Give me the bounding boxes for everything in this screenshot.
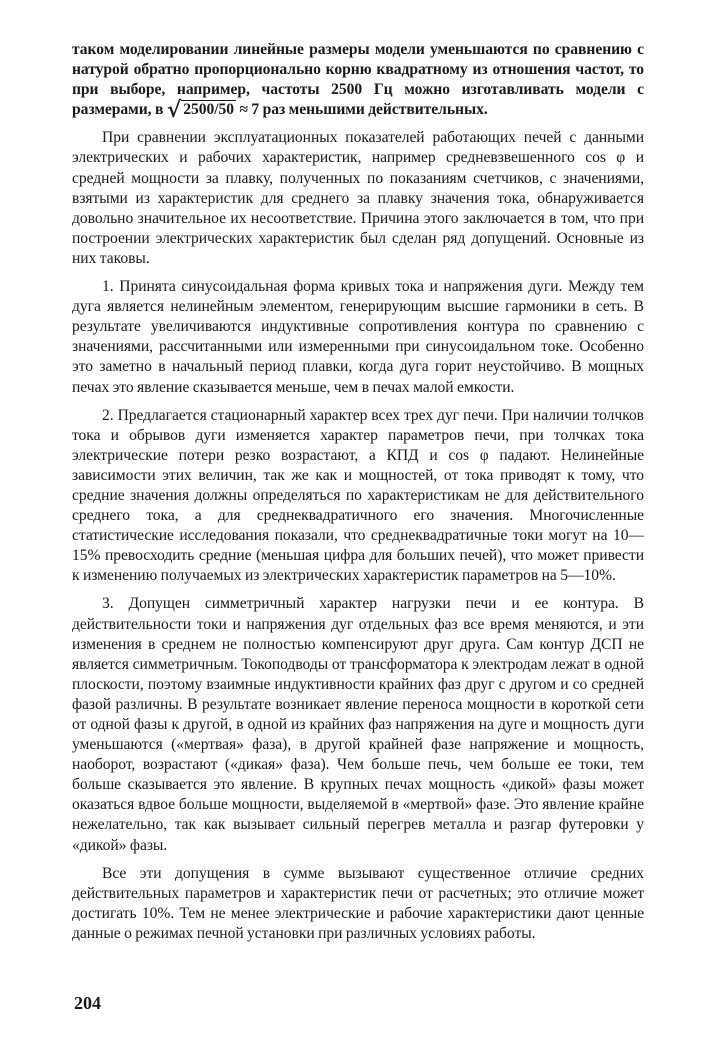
paragraph-continued-text-a: таком моделировании линейные размеры модели уменьшаются по сравнению с натурой обратно пропорционально корню квадратному из отношения частот, то при выборе, например, частоты 2500 Гц можно изготавливать модели с размерами, в [72,41,644,119]
paragraph-continued [72,40,644,124]
paragraph-assumption-2: 2. Предлагается стационарный характер всех трех дуг печи. При наличии толчков тока и обрывов дуги изменяется характер параметров печи, при толчках тока электрические потери резко возрастают, а КПД и cos φ падают. Нелинейные зависимости этих величин, так же как и мощностей, от тока приводят к тому, что средние значения должны определяться по характеристикам не для действительного среднего тока, а для среднеквадратичного его значения. Многочисленные статистические исследования показали, что среднеквадратичные токи могут на 10—15% превосходить средние (меньшая цифра для больших печей), что может привести к изменению получаемых из электрических характеристик параметров на 5—10%. [72,406,644,585]
page-number: 204 [74,993,101,1013]
text-column [72,40,644,952]
paragraph-continued-text-b: ≈ 7 раз меньшими действительных. [236,101,488,119]
paragraph-assumption-3: 3. Допущен симметричный характер нагрузки печи и ее контура. В действительности токи и напряжения дуг отдельных фаз все время меняются, и эти изменения в среднем не полностью компенсируют друг друга. Сам контур ДСП не является симметричным. Токоподводы от трансформатора к электродам лежат в одной плоскости, поэтому взаимные индуктивности крайних фаз друг с другом и со средней фазой различны. В результате возникает явление переноса мощности в короткой сети от одной фазы к другой, в одной из крайних фаз напряжения на дуге и мощность дуги уменьшаются («мертвая» фаза), в другой крайней фазе напряжение и мощность, наоборот, возрастают («дикая» фаза). Чем больше печь, чем больше ее токи, тем больше сказывается это явление. В крупных печах мощность «дикой» фазы может оказаться вдвое больше мощности, выделяемой в «мертвой» фазе. Это явление крайне нежелательно, так как вызывает сильный перегрев металла и разгар футеровки у «дикой» фазы. [72,595,644,854]
paragraph-assumption-1: 1. Принята синусоидальная форма кривых тока и напряжения дуги. Между тем дуга является нелинейным элементом, генерирующим высшие гармоники в сеть. В результате увеличиваются индуктивные сопротивления контура по сравнению с значениями, рассчитанными или измеренными при синусоидальном токе. Особенно это заметно в начальный период плавки, когда дуга горит неустойчиво. В мощных печах это явление сказывается меньше, чем в печах малой емкости. [72,278,644,396]
paragraph-conclusion: Все эти допущения в сумме вызывают существенное отличие средних действительных параметров и характеристик печи от расчетных; это отличие может достигать 10%. Тем не менее электрические и рабочие характеристики дают ценные данные о режимах печной установки при различных условиях работы. [72,864,644,942]
paragraph-comparison: При сравнении эксплуатационных показателей работающих печей с данными электрических и рабочих характеристик, например средневзвешенного cos φ и средней мощности за плавку, полученных по показаниям счетчиков, с значениями, взятыми из характеристик для среднего за плавку значения тока, обнаруживается довольно значительное их несоответствие. Причина этого заключается в том, что при построении электрических характеристик был сделан ряд допущений. Основные из них таковы. [72,129,644,267]
square-root-radicand: 2500/50 [183,101,234,119]
square-root-sign: √ [166,97,182,124]
